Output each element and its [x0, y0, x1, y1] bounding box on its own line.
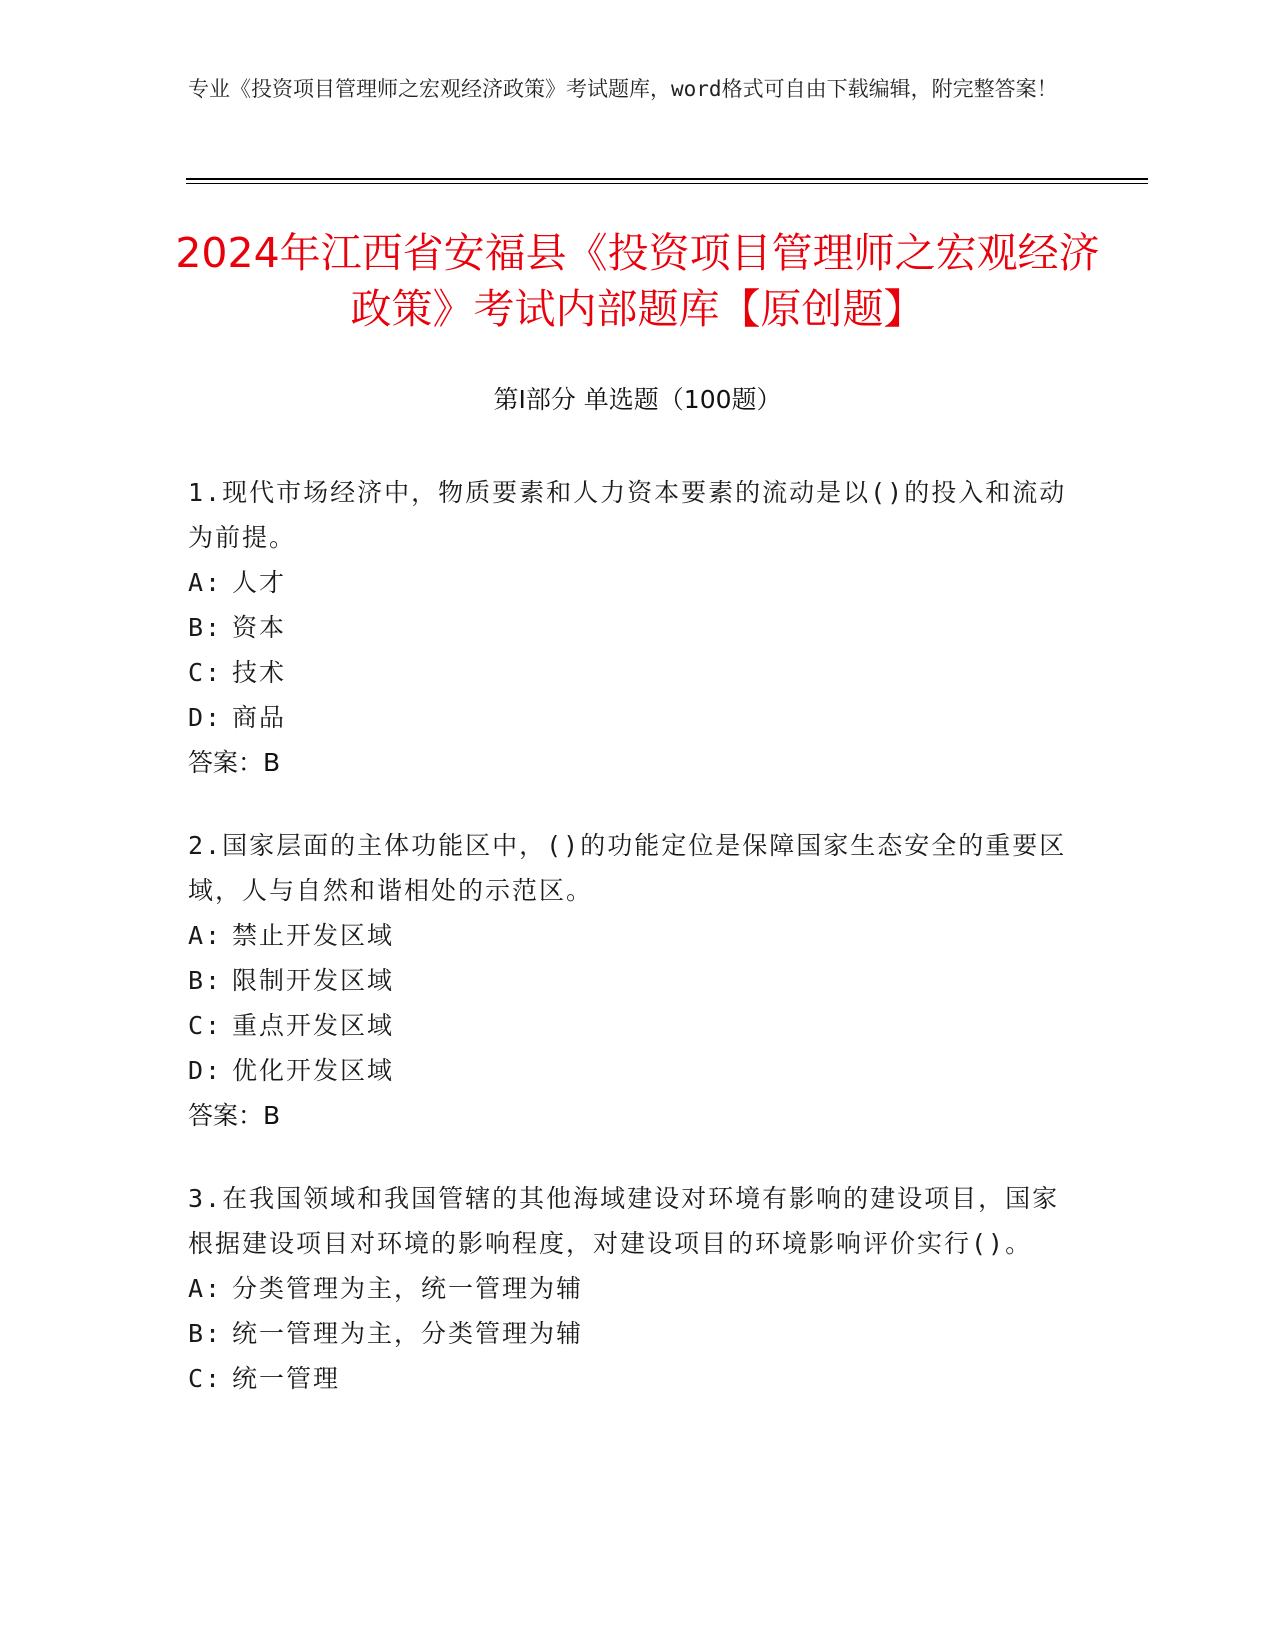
- option-text: 重点开发区域: [232, 1011, 395, 1040]
- question-stem: 2.国家层面的主体功能区中，()的功能定位是保障国家生态安全的重要区域，人与自然和谐相处的示范区。: [188, 831, 1067, 905]
- option-key: B:: [188, 1319, 223, 1348]
- option-text: 商品: [232, 703, 287, 732]
- option-text: 人才: [232, 568, 287, 597]
- header-divider-thick: [186, 178, 1148, 180]
- option-d: [188, 1048, 1068, 1093]
- option-text: 技术: [232, 658, 287, 687]
- question-list: [188, 470, 1068, 1439]
- option-key: C:: [188, 658, 223, 687]
- answer-line: 答案：B: [188, 1101, 281, 1130]
- question-3: [188, 1176, 1068, 1401]
- option-d: [188, 695, 1068, 740]
- option-key: D:: [188, 1056, 223, 1085]
- option-key: B:: [188, 613, 223, 642]
- option-text: 统一管理为主，分类管理为辅: [232, 1319, 584, 1348]
- option-key: A:: [188, 1274, 223, 1303]
- option-c: [188, 650, 1068, 695]
- answer-line: 答案：B: [188, 748, 281, 777]
- option-text: 禁止开发区域: [232, 921, 395, 950]
- section-heading: 第Ⅰ部分 单选题（100题）: [493, 385, 782, 414]
- option-a: [188, 560, 1068, 605]
- option-a: [188, 1266, 1068, 1311]
- option-a: [188, 913, 1068, 958]
- header-note: 专业《投资项目管理师之宏观经济政策》考试题库，word格式可自由下载编辑，附完整答案！: [188, 77, 1058, 101]
- option-key: D:: [188, 703, 223, 732]
- option-key: C:: [188, 1364, 223, 1393]
- option-text: 限制开发区域: [232, 966, 395, 995]
- question-stem: 1.现代市场经济中，物质要素和人力资本要素的流动是以()的投入和流动为前提。: [188, 478, 1067, 552]
- option-key: C:: [188, 1011, 223, 1040]
- option-text: 优化开发区域: [232, 1056, 395, 1085]
- option-key: A:: [188, 568, 223, 597]
- option-key: B:: [188, 966, 223, 995]
- option-b: [188, 1311, 1068, 1356]
- option-text: 统一管理: [232, 1364, 341, 1393]
- option-c: [188, 1003, 1068, 1048]
- header-divider-thin: [186, 183, 1148, 184]
- question-2: [188, 823, 1068, 1138]
- option-b: [188, 958, 1068, 1003]
- option-key: A:: [188, 921, 223, 950]
- question-1: [188, 470, 1068, 785]
- option-c: [188, 1356, 1068, 1401]
- option-text: 分类管理为主，统一管理为辅: [232, 1274, 584, 1303]
- option-text: 资本: [232, 613, 287, 642]
- question-stem: 3.在我国领域和我国管辖的其他海域建设对环境有影响的建设项目，国家根据建设项目对环境的影响程度，对建设项目的环境影响评价实行()。: [188, 1184, 1060, 1258]
- option-b: [188, 605, 1068, 650]
- document-title: 2024年江西省安福县《投资项目管理师之宏观经济政策》考试内部题库【原创题】: [175, 229, 1100, 333]
